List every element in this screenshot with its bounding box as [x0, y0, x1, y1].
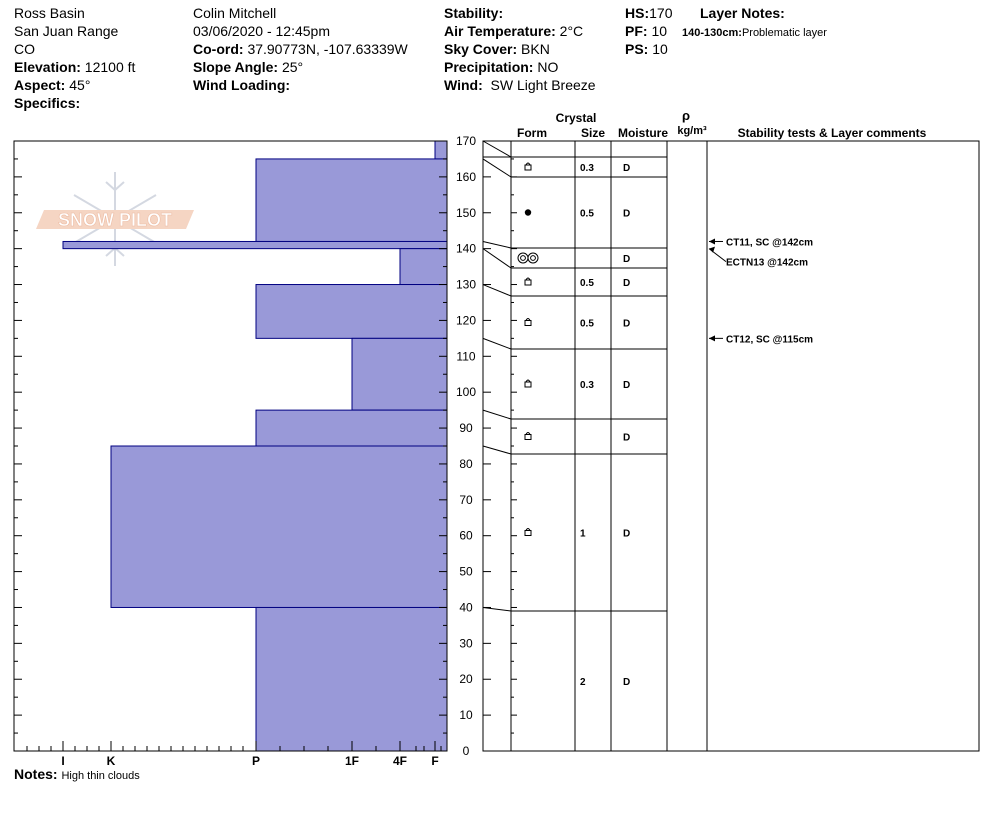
faceted-crystal-icon: [525, 380, 531, 387]
hardness-bar-8: [256, 607, 447, 751]
layer-connector-2: [483, 241, 511, 248]
hs-field: HS:170: [625, 5, 673, 21]
layer-connector-8: [483, 607, 511, 611]
depth-tick-label-170: 170: [455, 134, 477, 148]
coordinates-field: Co-ord: 37.90773N, -107.63339W: [193, 41, 408, 57]
density-symbol: ρ: [681, 108, 691, 123]
faceted-crystal-icon-body: [525, 382, 531, 387]
depth-tick-label-70: 70: [459, 492, 473, 507]
location-name: Ross Basin: [14, 5, 85, 21]
layer-connector-3: [483, 249, 511, 268]
layer-connector-5: [483, 338, 511, 349]
hardness-bar-3: [400, 249, 447, 285]
layer-moisture-5: D: [623, 380, 631, 391]
state-name: CO: [14, 41, 35, 57]
layer-connector-1: [483, 159, 511, 177]
faceted-crystal-icon: [525, 319, 531, 326]
depth-tick-label-130: 130: [455, 277, 477, 292]
depth-tick-label-120: 120: [455, 313, 477, 328]
layer-size-1: 0.5: [580, 208, 594, 220]
depth-tick-label-150: 150: [455, 205, 477, 220]
size-header: Size: [580, 126, 606, 140]
faceted-crystal-icon: [525, 278, 531, 285]
slope-angle-field: Slope Angle: 25°: [193, 59, 304, 75]
layer-moisture-0: D: [623, 163, 631, 174]
layer-notes-title: Layer Notes:: [700, 5, 785, 21]
depth-tick-label-40: 40: [459, 600, 473, 615]
faceted-crystal-icon-body: [525, 435, 531, 440]
depth-tick-label-110: 110: [456, 349, 476, 364]
sky-cover-field: Sky Cover: BKN: [444, 41, 550, 57]
snowpilot-logo: [36, 172, 194, 266]
faceted-crystal-icon-body: [525, 280, 531, 285]
wind-loading-field: Wind Loading:: [193, 77, 291, 93]
hardness-tick-label-I: I: [61, 754, 65, 768]
faceted-crystal-icon-body: [525, 165, 531, 170]
depth-tick-label-20: 20: [459, 672, 473, 687]
faceted-crystal-icon-body: [525, 531, 531, 536]
density-unit: kg/m³: [677, 125, 707, 137]
form-header: Form: [517, 126, 547, 140]
depth-tick-label-50: 50: [459, 564, 473, 579]
surface-hoar-icon-inner-0: [521, 256, 526, 261]
surface-hoar-icon-outer-0: [518, 253, 528, 263]
graupel-dot-icon: [525, 209, 531, 215]
layer-connector-0: [483, 141, 511, 157]
observation-datetime: 03/06/2020 - 12:45pm: [193, 23, 330, 39]
layer-moisture-8: D: [623, 677, 631, 688]
faceted-crystal-icon: [525, 163, 531, 170]
observer-name: Colin Mitchell: [193, 5, 277, 21]
layer-size-7: 1: [580, 528, 586, 540]
stability-comments-header: Stability tests & Layer comments: [737, 126, 927, 140]
depth-tick-label-90: 90: [459, 421, 473, 436]
precipitation-field: Precipitation: NO: [444, 59, 559, 75]
ps-field: PS: 10: [625, 41, 668, 57]
layer-moisture-1: D: [623, 208, 631, 220]
layer-size-8: 2: [580, 677, 586, 688]
hardness-tick-label-1F: 1F: [344, 754, 360, 768]
depth-tick-label-160: 160: [455, 169, 477, 184]
depth-tick-label-60: 60: [459, 528, 473, 543]
layer-moisture-6: D: [623, 432, 631, 444]
stability-arrow-0: [709, 238, 715, 244]
layer-table-frame: [483, 141, 979, 751]
layer-connector-4: [483, 285, 511, 296]
pf-field: PF: 10: [625, 23, 668, 39]
stability-test-2: CT12, SC @115cm: [726, 334, 814, 346]
faceted-crystal-icon-body: [525, 321, 531, 326]
layer-size-0: 0.3: [580, 163, 594, 174]
layer-moisture-2: D: [623, 254, 631, 265]
hardness-bar-7: [111, 446, 447, 607]
hardness-bar-2: [63, 241, 447, 248]
layer-size-4: 0.5: [580, 318, 594, 330]
layer-size-5: 0.3: [580, 380, 594, 391]
moisture-header: Moisture: [617, 126, 669, 140]
layer-connector-7: [483, 446, 511, 454]
specifics-field: Specifics:: [14, 95, 81, 111]
hardness-bar-5: [352, 338, 447, 410]
layer-moisture-3: D: [623, 278, 631, 289]
stability-arrow-2: [709, 335, 715, 341]
depth-tick-label-100: 100: [455, 385, 477, 400]
svg-text:SNOW PILOT: SNOW PILOT: [58, 210, 172, 230]
air-temperature-field: Air Temperature: 2°C: [444, 23, 584, 39]
notes-field: Notes: High thin clouds: [14, 766, 140, 782]
layer-connector-6: [483, 410, 511, 419]
faceted-crystal-icon: [525, 529, 531, 536]
hardness-tick-label-4F: 4F: [392, 754, 408, 768]
hardness-bar-4: [256, 285, 447, 339]
layer-moisture-4: D: [623, 318, 631, 330]
depth-tick-label-0: 0: [462, 744, 470, 758]
wind-field: Wind: SW Light Breeze: [444, 77, 596, 93]
depth-tick-label-10: 10: [459, 708, 473, 723]
stability-test-1: ECTN13 @142cm: [726, 257, 809, 269]
hardness-bar-0: [435, 141, 447, 159]
layer-size-3: 0.5: [580, 278, 594, 289]
hardness-tick-label-K: K: [106, 754, 116, 768]
depth-tick-label-30: 30: [459, 636, 473, 651]
layer-moisture-7: D: [623, 528, 631, 540]
faceted-crystal-icon: [525, 433, 531, 440]
range-name: San Juan Range: [14, 23, 119, 39]
depth-tick-label-80: 80: [459, 456, 473, 471]
surface-hoar-icon: [518, 253, 538, 263]
crystal-header: Crystal: [555, 111, 597, 125]
stability-test-0: CT11, SC @142cm: [726, 237, 814, 249]
layer-note-entry: 140-130cm:Problematic layer: [682, 27, 827, 39]
depth-tick-label-140: 140: [455, 241, 477, 256]
hardness-bar-6: [256, 410, 447, 446]
hardness-tick-label-F: F: [431, 754, 439, 768]
aspect-field: Aspect: 45°: [14, 77, 91, 93]
elevation-field: Elevation: 12100 ft: [14, 59, 136, 75]
hardness-tick-label-P: P: [251, 754, 261, 768]
surface-hoar-icon-inner-1: [531, 256, 536, 261]
hardness-bar-1: [256, 159, 447, 242]
surface-hoar-icon-outer-1: [528, 253, 538, 263]
stability-field: Stability:: [444, 5, 504, 21]
